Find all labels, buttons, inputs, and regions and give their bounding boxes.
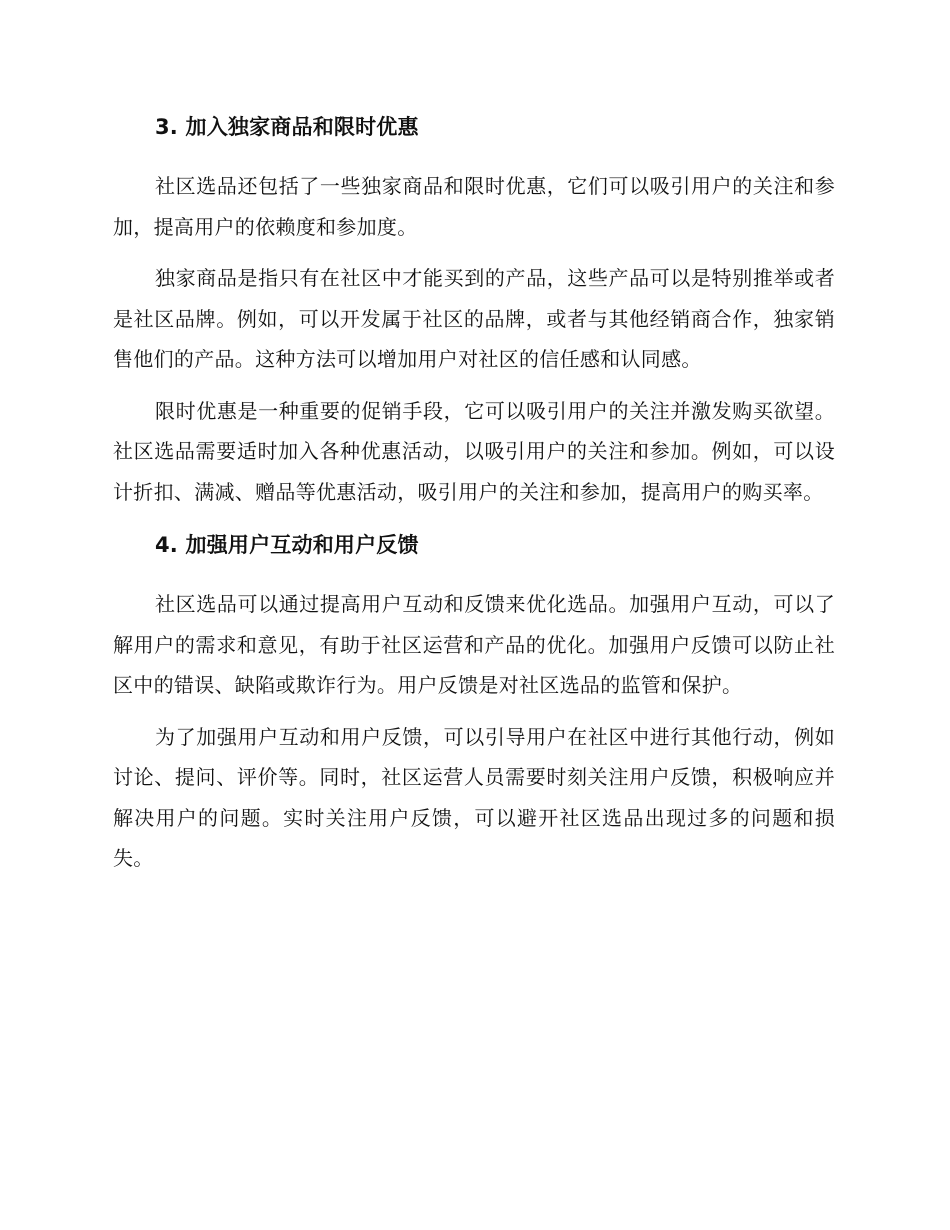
section-4-paragraph-2: 为了加强用户互动和用户反馈，可以引导用户在社区中进行其他行动，例如讨论、提问、评价等。同时，社区运营人员需要时刻关注用户反馈，积极响应并解决用户的问题。实时关注用户反馈，可以避开社区选品出现过多的问题和损失。 [113,724,835,870]
section-3-paragraph-2: 独家商品是指只有在社区中才能买到的产品，这些产品可以是特别推举或者是社区品牌。例如，可以开发属于社区的品牌，或者与其他经销商合作，独家销售他们的产品。这种方法可以增加用户对社区的信任感和认同感。 [113,266,835,371]
section-4 [113,530,835,879]
section-3-paragraph-3: 限时优惠是一种重要的促销手段，它可以吸引用户的关注并激发购买欲望。社区选品需要适时加入各种优惠活动，以吸引用户的关注和参加。例如，可以设计折扣、满减、赠品等优惠活动，吸引用户的关注和参加，提高用户的购买率。 [113,398,835,504]
section-4-heading: 4. 加强用户互动和用户反馈 [155,533,419,557]
section-3-paragraph-1: 社区选品还包括了一些独家商品和限时优惠，它们可以吸引用户的关注和参加，提高用户的依赖度和参加度。 [113,174,835,239]
section-3 [113,112,835,512]
section-4-paragraph-1: 社区选品可以通过提高用户互动和反馈来优化选品。加强用户互动，可以了解用户的需求和意见，有助于社区运营和产品的优化。加强用户反馈可以防止社区中的错误、缺陷或欺诈行为。用户反馈是对社区选品的监管和保护。 [113,592,835,697]
section-3-heading: 3. 加入独家商品和限时优惠 [155,115,419,139]
